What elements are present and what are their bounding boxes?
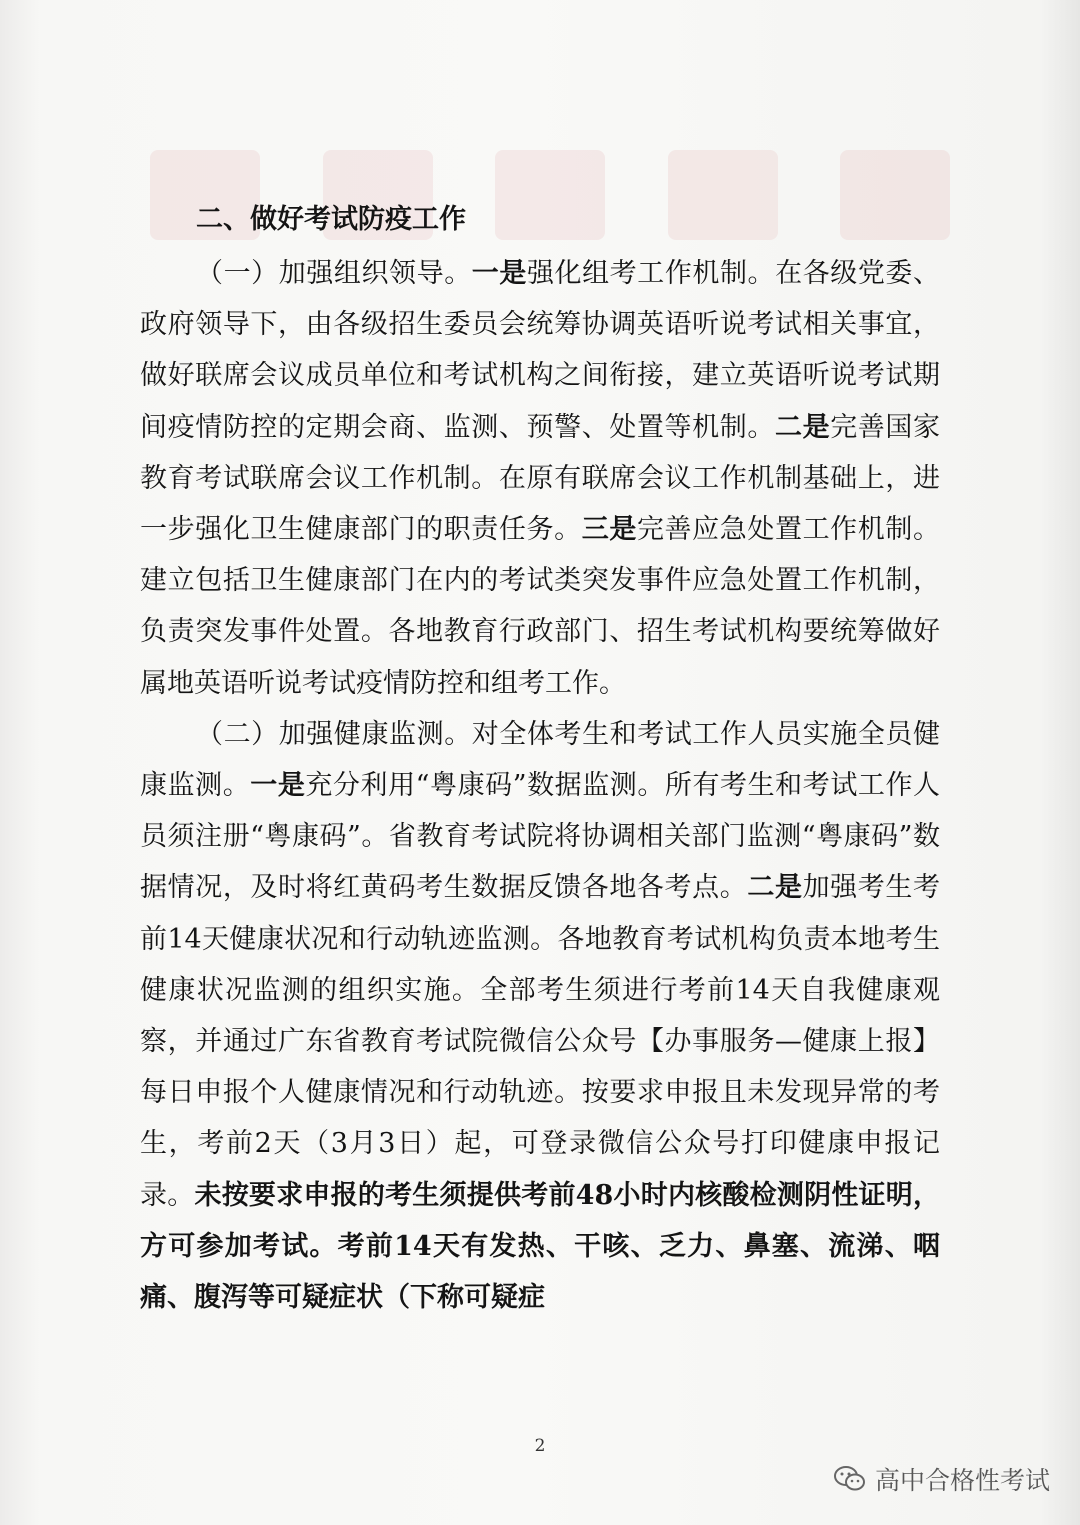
text-run: （一）加强组织领导。	[196, 258, 472, 289]
paragraph-health-monitoring	[140, 709, 940, 1323]
watermark-text: 高中合格性考试	[874, 1466, 1050, 1495]
bold-marker: 一是	[471, 258, 527, 289]
bold-marker: 三是	[581, 514, 637, 546]
text-run: 加强考生考前14天健康状况和行动轨迹监测。各地教育考试机构负责本地考生健康状况监测的组织实施。全部考生须进行考前14天自我健康观察，并通过广东省教育考试院微信公众号【办事服务—健康上报】每日申报个人健康情况和行动轨迹。按要求申报且未发现异常的考生，考前2天（3月3日）起，可登录微信公众号打印健康申报记录。	[140, 872, 941, 1211]
page-number: 2	[534, 1436, 546, 1456]
text-run: 完善应急处置工作机制。建立包括卫生健康部门在内的考试类突发事件应急处置工作机制，负责突发事件处置。各地教育行政部门、招生考试机构要统筹做好属地英语听说考试疫情防控和组考工作。	[140, 514, 941, 699]
text-run: （二）加强健康监测。对全体考生和考试工作人员实施全员健康监测。	[140, 718, 940, 802]
section-heading: 二、做好考试防疫工作	[196, 204, 466, 235]
text-run: 充分利用“粤康码”数据监测。所有考生和考试工作人员须注册“粤康码”。省教育考试院将协调相关部门监测“粤康码”数据情况，及时将红黄码考生数据反馈各地各考点。	[140, 770, 941, 904]
wechat-icon	[833, 1464, 867, 1494]
text-run: 完善国家教育考试联席会议工作机制。在原有联席会议工作机制基础上，进一步强化卫生健康部门的职责任务。	[140, 411, 941, 546]
bold-requirement: 未按要求申报的考生须提供考前48小时内核酸检测阴性证明，方可参加考试。考前14天有发热、干咳、乏力、鼻塞、流涕、咽痛、腹泻等可疑症状（下称可疑症	[140, 1179, 941, 1314]
bold-marker: 二是	[747, 872, 803, 904]
paragraph-organization-leadership	[140, 248, 940, 709]
bold-marker: 一是	[250, 770, 306, 802]
document-body	[140, 192, 940, 1323]
text-run: 强化组考工作机制。在各级党委、政府领导下，由各级招生委员会统筹协调英语听说考试相关事宜，做好联席会议成员单位和考试机构之间衔接，建立英语听说考试期间疫情防控的定期会商、监测、预警、处置等机制。	[140, 258, 941, 443]
wechat-watermark	[833, 1461, 1050, 1497]
bold-marker: 二是	[774, 411, 831, 443]
